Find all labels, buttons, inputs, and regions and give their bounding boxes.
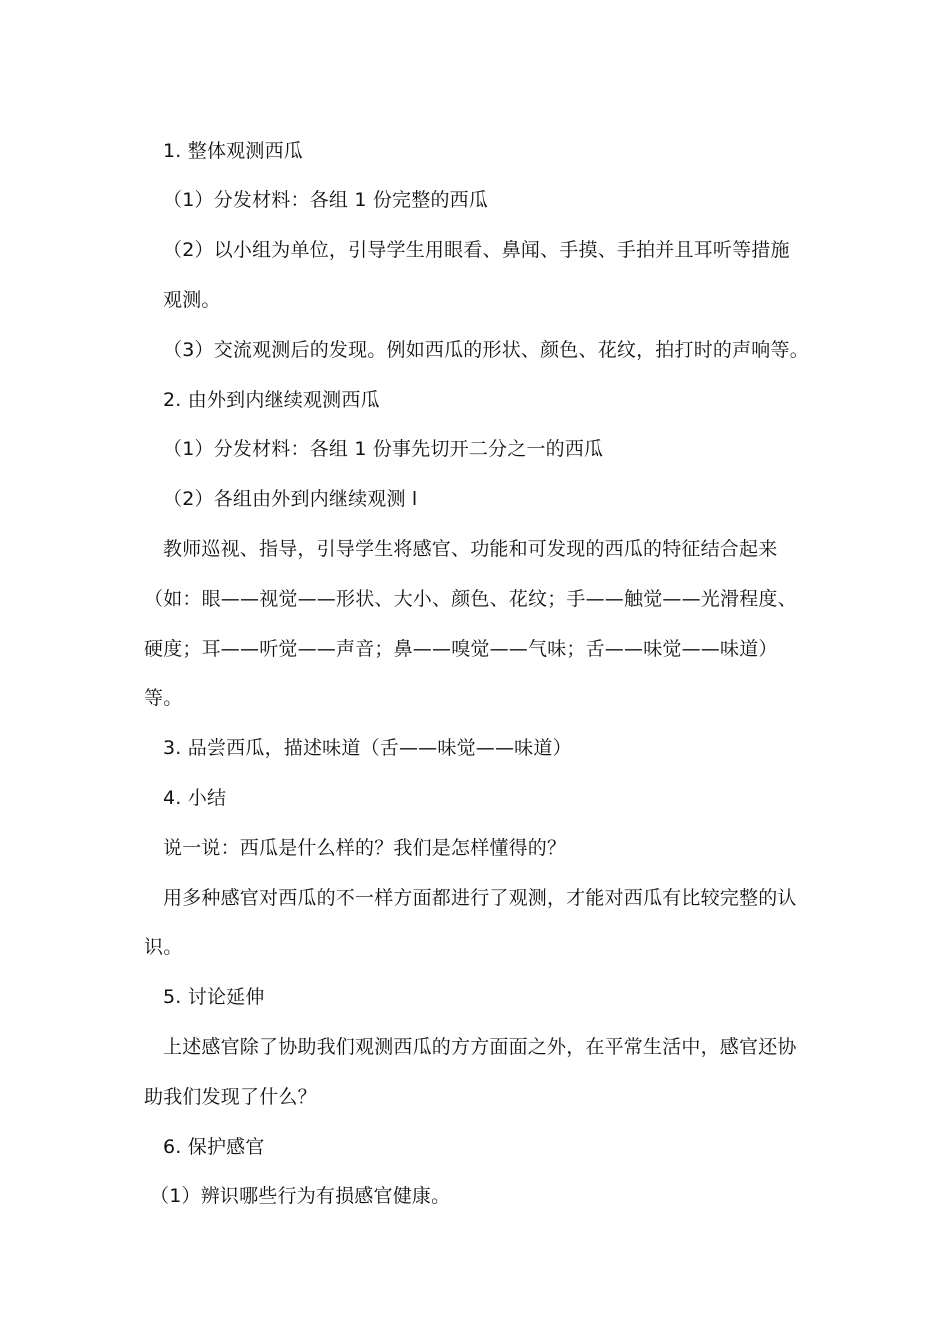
heading-5: 5. 讨论延伸: [163, 986, 265, 1008]
paragraph-line: （如：眼——视觉——形状、大小、颜色、花纹；手——触觉——光滑程度、: [144, 588, 797, 610]
paragraph-line: （1）分发材料：各组 1 份事先切开二分之一的西瓜: [163, 438, 604, 460]
paragraph-line: 等。: [144, 687, 183, 709]
paragraph-line: （1）辨识哪些行为有损感官健康。: [150, 1185, 451, 1207]
paragraph-line: 助我们发现了什么？: [144, 1086, 317, 1108]
paragraph-line: 硬度；耳——听觉——声音；鼻——嗅觉——气味；舌——味觉——味道）: [144, 638, 778, 660]
paragraph-line: （1）分发材料：各组 1 份完整的西瓜: [163, 189, 489, 211]
paragraph-line: （2）以小组为单位，引导学生用眼看、鼻闻、手摸、手拍并且耳听等措施: [163, 239, 790, 261]
paragraph-line: 说一说：西瓜是什么样的？我们是怎样懂得的？: [163, 837, 567, 859]
paragraph-line: （2）各组由外到内继续观测 l: [163, 488, 418, 510]
heading-4: 4. 小结: [163, 787, 227, 809]
heading-3: 3. 品尝西瓜，描述味道（舌——味觉——味道）: [163, 737, 572, 759]
paragraph-line: 观测。: [163, 289, 221, 311]
paragraph-line: 识。: [144, 936, 183, 958]
heading-6: 6. 保护感官: [163, 1136, 265, 1158]
paragraph-line: 用多种感官对西瓜的不一样方面都进行了观测，才能对西瓜有比较完整的认: [163, 887, 797, 909]
heading-1: 1. 整体观测西瓜: [163, 140, 303, 162]
heading-2: 2. 由外到内继续观测西瓜: [163, 389, 380, 411]
paragraph-line: （3）交流观测后的发现。例如西瓜的形状、颜色、花纹，拍打时的声响等。: [163, 339, 809, 361]
paragraph-line: 上述感官除了协助我们观测西瓜的方方面面之外，在平常生活中，感官还协: [163, 1036, 797, 1058]
paragraph-line: 教师巡视、指导，引导学生将感官、功能和可发现的西瓜的特征结合起来: [163, 538, 778, 560]
